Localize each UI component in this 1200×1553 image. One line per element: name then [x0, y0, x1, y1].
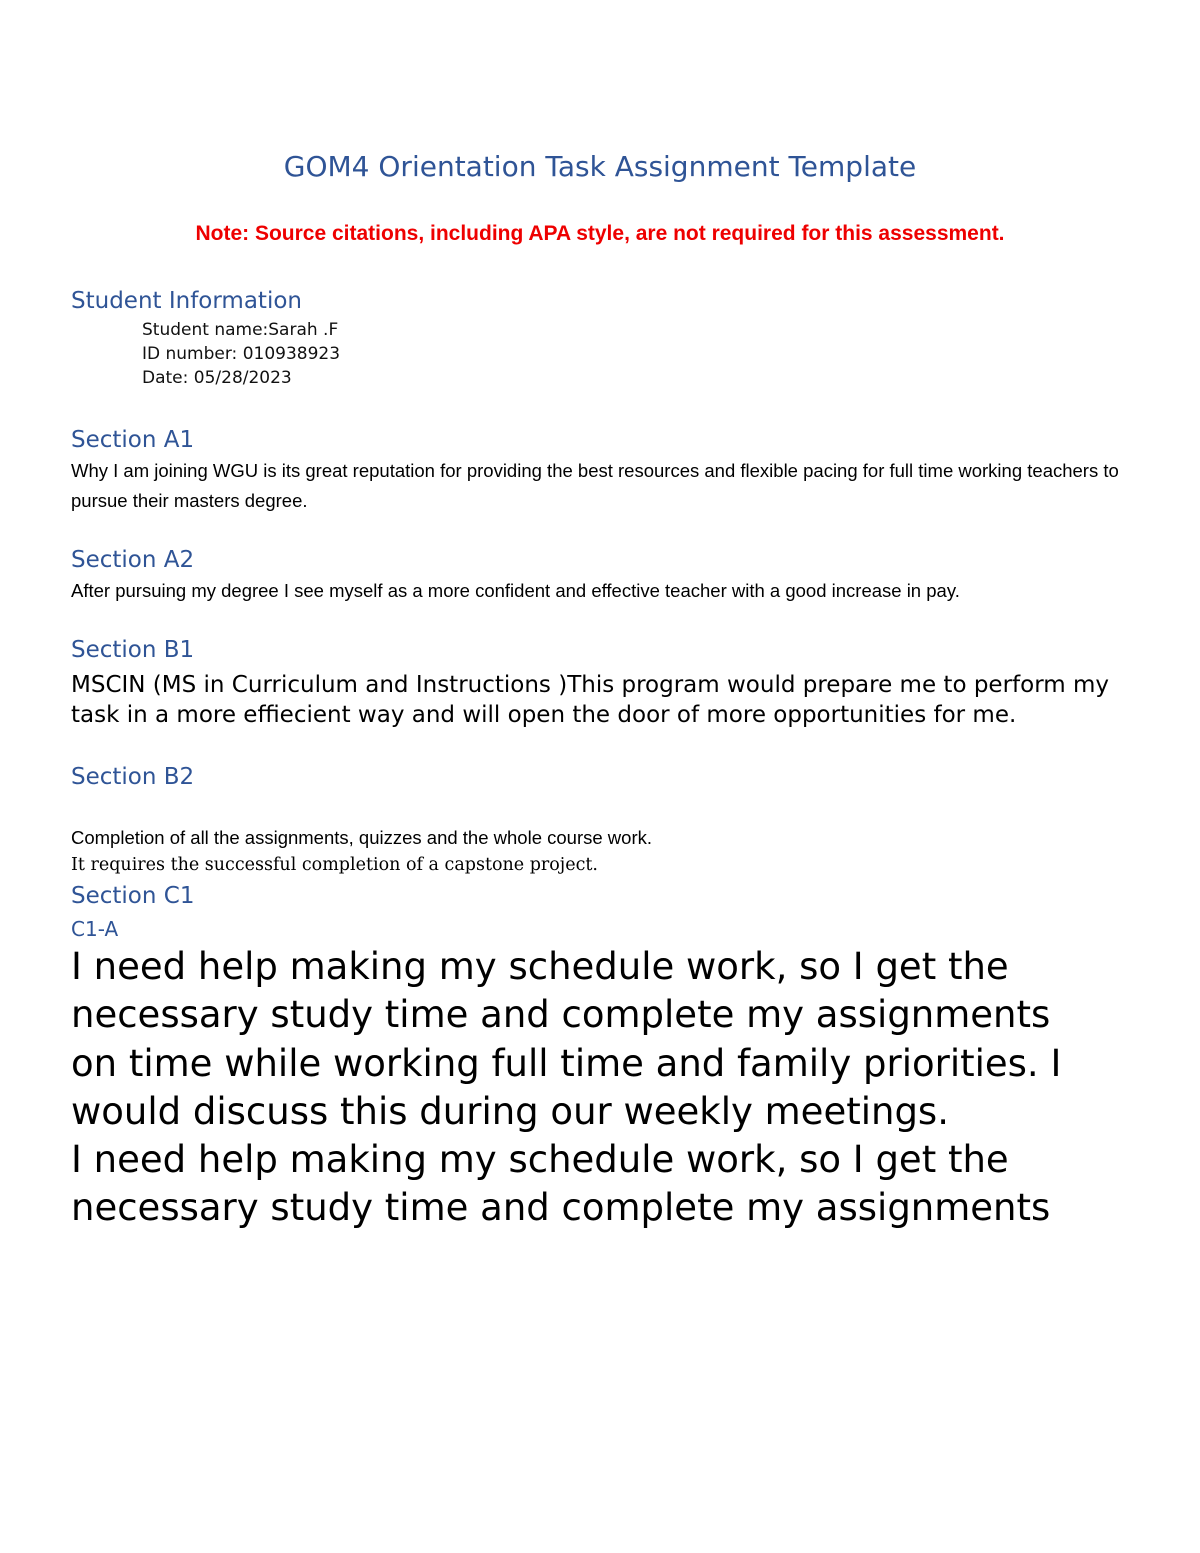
section-c1-heading: Section C1 — [71, 883, 195, 909]
section-b1-heading: Section B1 — [71, 637, 195, 663]
student-id: ID number: 010938923 — [142, 344, 341, 364]
section-a1-heading: Section A1 — [71, 427, 195, 453]
section-a2-heading: Section A2 — [71, 547, 195, 573]
section-a1-text: Why I am joining WGU is its great reputation for providing the best resources and flexible pacing for full time working teachers to pursue their masters degree. — [71, 460, 1119, 511]
section-b2-text-line2: It requires the successful completion of a capstone project. — [71, 855, 598, 875]
student-information-heading: Student Information — [71, 288, 302, 314]
section-b2-text-line1: Completion of all the assignments, quizzes and the whole course work. — [71, 827, 652, 848]
citation-note: Note: Source citations, including APA style, are not required for this assessment. — [195, 222, 1005, 245]
section-c1-a-body — [71, 943, 1171, 1233]
section-a2-text: After pursuing my degree I see myself as a more confident and effective teacher with a good increase in pay. — [71, 580, 960, 601]
c1-a-paragraph: I need help making my schedule work, so I get the necessary study time and complete my assignments — [71, 945, 1051, 1037]
c1-a-paragraph: I need help making my schedule work, so I get the necessary study time and complete my assignments — [71, 1138, 1051, 1230]
document-title: GOM4 Orientation Task Assignment Template — [283, 150, 917, 183]
c1-a-paragraph: on time while working full time and family priorities. I would discuss this during our weekly meetings. — [71, 1041, 1062, 1133]
student-date: Date: 05/28/2023 — [142, 368, 292, 388]
section-b2-heading: Section B2 — [71, 764, 195, 790]
section-b1-text: MSCIN (MS in Curriculum and Instructions )This program would prepare me to perform my task in a more effiecient way and will open the door of more opportunities for me. — [71, 672, 1109, 728]
student-name: Student name:Sarah .F — [142, 320, 339, 340]
section-c1-a-subheading: C1-A — [71, 917, 119, 941]
